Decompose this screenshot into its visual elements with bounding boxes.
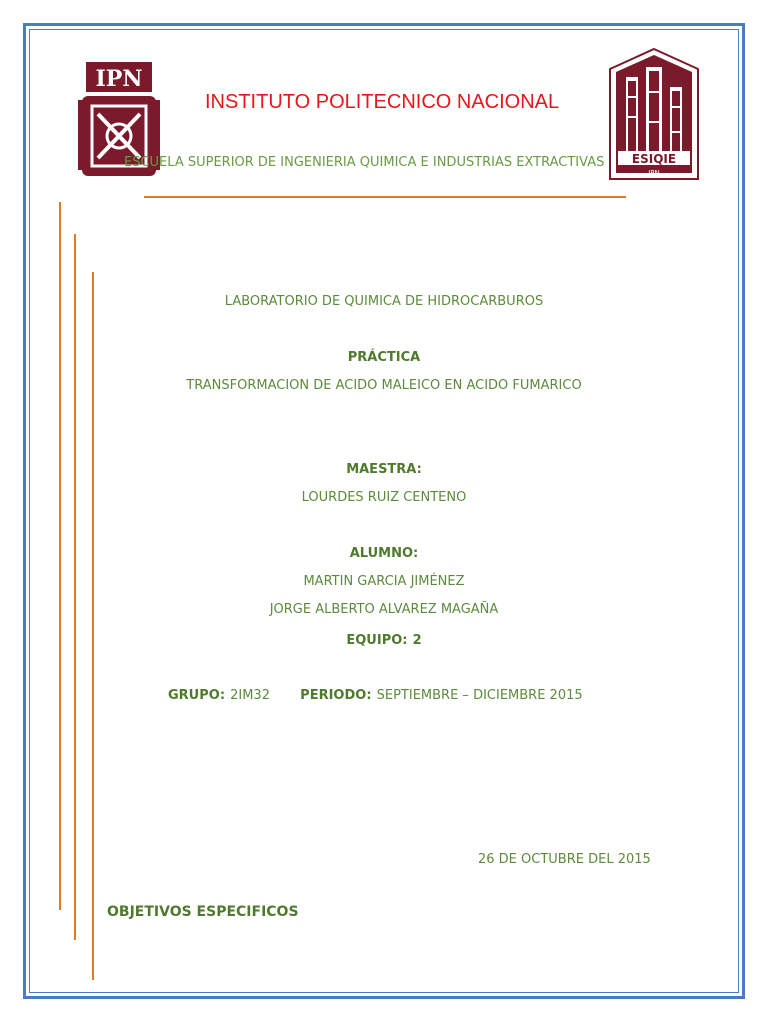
student-name: JORGE ALBERTO ALVAREZ MAGAÑA xyxy=(269,602,499,617)
institution-title: INSTITUTO POLITECNICO NACIONAL xyxy=(205,91,560,113)
ipn-logo-text: IPN xyxy=(95,66,143,92)
practice-title: TRANSFORMACION DE ACIDO MALEICO EN ACIDO FUMARICO xyxy=(186,378,582,393)
laboratory-name: LABORATORIO DE QUIMICA DE HIDROCARBUROS xyxy=(224,294,544,309)
practice-label: PRÁCTICA xyxy=(347,350,421,365)
group-period-line xyxy=(168,684,583,703)
students-label: ALUMNO: xyxy=(349,546,419,561)
esiqie-logo xyxy=(608,47,700,181)
team-label: EQUIPO: xyxy=(346,633,408,648)
group-label: GRUPO: xyxy=(168,688,226,703)
group-value: 2IM32 xyxy=(230,688,270,703)
header-separator xyxy=(144,196,626,198)
period-value: SEPTIEMBRE – DICIEMBRE 2015 xyxy=(376,688,583,703)
period-label: PERIODO: xyxy=(300,688,372,703)
student-name: MARTIN GARCIA JIMÉNEZ xyxy=(303,574,465,589)
school-name: ESCUELA SUPERIOR DE INGENIERIA QUIMICA E INDUSTRIAS EXTRACTIVAS xyxy=(124,155,605,170)
document-date: 26 DE OCTUBRE DEL 2015 xyxy=(478,852,651,867)
teacher-name: LOURDES RUIZ CENTENO xyxy=(301,490,467,505)
esiqie-logo-subtext: IPN xyxy=(648,169,660,177)
teacher-label: MAESTRA: xyxy=(346,462,422,477)
team-value: 2 xyxy=(412,633,422,648)
objectives-heading: OBJETIVOS ESPECIFICOS xyxy=(107,904,299,920)
team-line xyxy=(0,629,768,648)
esiqie-logo-text: ESIQIE xyxy=(631,152,677,166)
